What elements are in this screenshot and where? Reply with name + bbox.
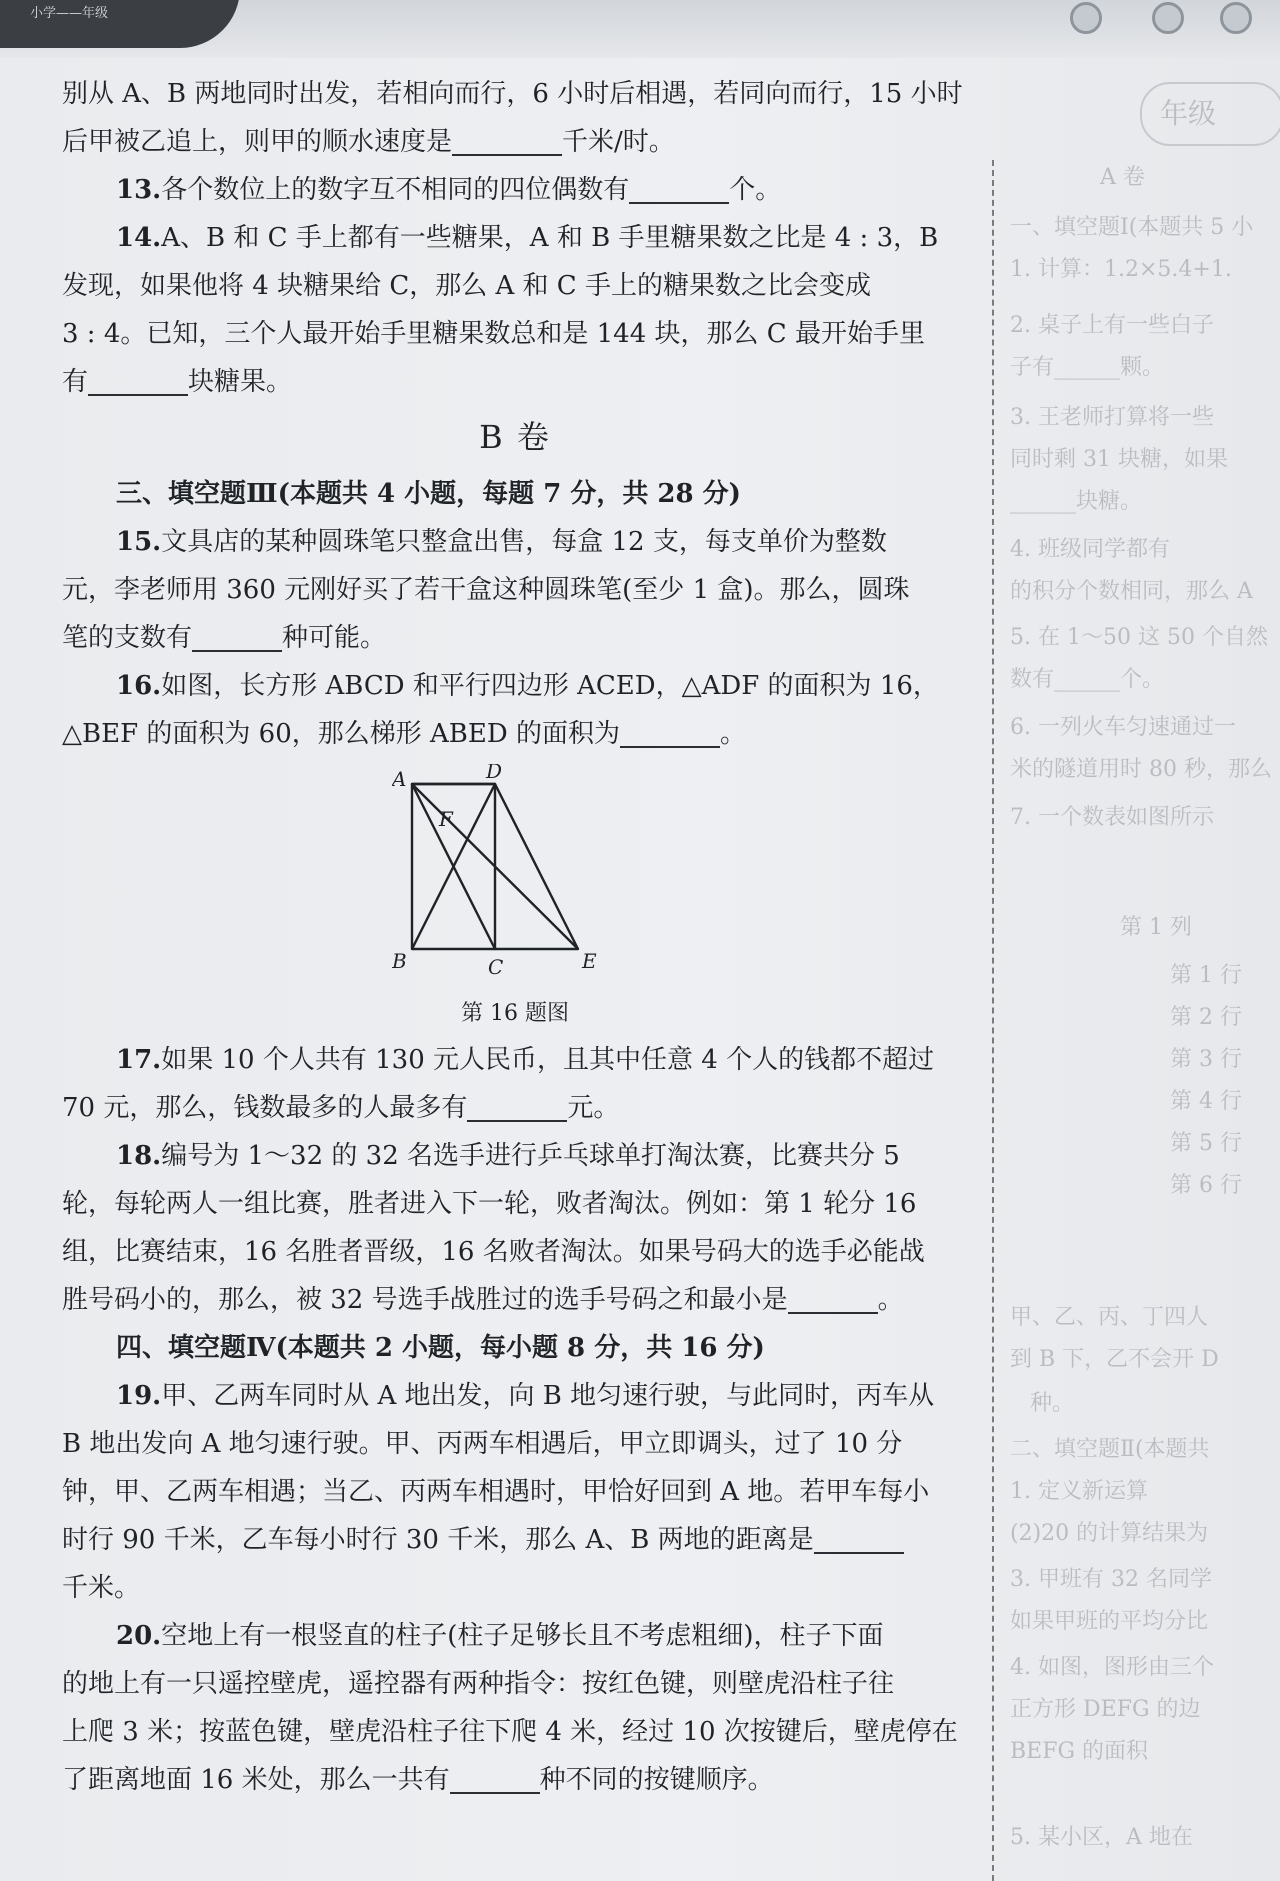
text-span: 。 — [719, 719, 746, 749]
side-text: 7. 一个数表如图所示 — [1010, 805, 1214, 830]
answer-blank[interactable] — [450, 1762, 540, 1794]
question-16 — [62, 662, 968, 710]
side-text: 6. 一列火车匀速通过一 — [1010, 715, 1236, 740]
text-span: 各个数位上的数字互不相同的四位偶数有 — [161, 175, 630, 205]
side-text: 同时剩 31 块糖，如果 — [1010, 447, 1228, 472]
text-span: 文具店的某种圆珠笔只整盒出售，每盒 12 支，每支单价为整数 — [161, 527, 887, 557]
side-text: 3. 甲班有 32 名同学 — [1010, 1567, 1212, 1592]
side-text: ______块糖。 — [1010, 489, 1143, 514]
answer-blank[interactable] — [788, 1282, 878, 1314]
side-text: 一、填空题Ⅰ(本题共 5 小 — [1010, 215, 1254, 240]
vertex-label: A — [392, 767, 407, 791]
side-text: 5. 某小区，A 地在 — [1010, 1825, 1193, 1850]
text-line: 上爬 3 米；按蓝色键，壁虎沿柱子往下爬 4 米，经过 10 次按键后，壁虎停在 — [62, 1717, 958, 1747]
text-line — [62, 710, 968, 758]
side-text: 正方形 DEFG 的边 — [1010, 1697, 1201, 1722]
side-text: 米的隧道用时 80 秒，那么 — [1010, 757, 1272, 782]
side-text: 甲、乙、丙、丁四人 — [1010, 1305, 1209, 1330]
facing-page-bleed-through — [1010, 60, 1280, 1881]
vertex-label: B — [392, 949, 407, 973]
text-line: 组，比赛结束，16 名胜者晋级，16 名败者淘汰。如果号码大的选手必能战 — [62, 1237, 925, 1267]
answer-blank[interactable] — [814, 1522, 904, 1554]
text-line: 元，李老师用 360 元刚好买了若干盒这种圆珠笔(至少 1 盒)。那么，圆珠 — [62, 575, 910, 605]
question-number: 17. — [116, 1045, 162, 1075]
question-number: 20. — [116, 1621, 162, 1651]
text-span: △BEF 的面积为 60，那么梯形 ABED 的面积为 — [62, 719, 620, 749]
side-text: 年级 — [1160, 97, 1217, 130]
question-17 — [62, 1036, 968, 1084]
side-text: 第 2 行 — [1170, 1005, 1242, 1030]
side-text: A 卷 — [1100, 165, 1145, 190]
text-span: 种可能。 — [282, 623, 387, 653]
side-text: 1. 定义新运算 — [1010, 1479, 1148, 1504]
question-18 — [62, 1132, 968, 1180]
answer-blank[interactable] — [192, 620, 282, 652]
text-line — [62, 118, 968, 166]
side-text: 3. 王老师打算将一些 — [1010, 405, 1214, 430]
side-text: 第 1 行 — [1170, 963, 1242, 988]
main-column — [62, 70, 968, 1804]
section-4-heading: 四、填空题Ⅳ(本题共 2 小题，每小题 8 分，共 16 分) — [116, 1333, 765, 1363]
text-span: 如果 10 个人共有 130 元人民币，且其中任意 4 个人的钱都不超过 — [161, 1045, 935, 1075]
answer-blank[interactable] — [629, 172, 729, 204]
text-line: B 地出发向 A 地匀速行驶。甲、丙两车相遇后，甲立即调头，过了 10 分 — [62, 1429, 903, 1459]
side-text: 5. 在 1～50 这 50 个自然 — [1010, 625, 1268, 650]
text-span: 后甲被乙追上，则甲的顺水速度是 — [62, 127, 453, 157]
figure-caption: 第 16 题图 — [461, 1001, 569, 1026]
side-text: 如果甲班的平均分比 — [1010, 1609, 1209, 1634]
side-text: 第 5 行 — [1170, 1131, 1242, 1156]
side-text: 4. 如图，图形由三个 — [1010, 1655, 1214, 1680]
text-span: 时行 90 千米，乙车每小时行 30 千米，那么 A、B 两地的距离是 — [62, 1525, 814, 1555]
text-span: 元。 — [567, 1093, 620, 1123]
text-span: 胜号码小的，那么，被 32 号选手战胜过的选手号码之和最小是 — [62, 1285, 788, 1315]
answer-blank[interactable] — [620, 716, 720, 748]
side-text: (2)20 的计算结果为 — [1010, 1521, 1209, 1546]
side-text: 到 B 下，乙不会开 D — [1010, 1347, 1219, 1372]
answer-blank[interactable] — [467, 1090, 567, 1122]
series-badge-text: 小学——年级 — [30, 6, 109, 21]
question-13 — [62, 166, 968, 214]
vertex-label: D — [486, 764, 503, 783]
text-span: 了距离地面 16 米处，那么一共有 — [62, 1765, 450, 1795]
side-text: 子有______颗。 — [1010, 355, 1165, 380]
text-span: 。 — [877, 1285, 904, 1315]
side-text: 二、填空题Ⅱ(本题共 — [1010, 1437, 1210, 1462]
vertex-label: F — [439, 807, 453, 831]
question-20 — [62, 1612, 968, 1660]
text-span: 千米/时。 — [562, 127, 675, 157]
text-span: 编号为 1～32 的 32 名选手进行乒乓球单打淘汰赛，比赛共分 5 — [161, 1141, 900, 1171]
text-span: A、B 和 C 手上都有一些糖果，A 和 B 手里糖果数之比是 4 : 3，B — [161, 223, 939, 253]
question-14 — [62, 214, 968, 262]
question-number: 19. — [116, 1381, 162, 1411]
text-span: 种不同的按键顺序。 — [539, 1765, 774, 1795]
side-text: 第 6 行 — [1170, 1173, 1242, 1198]
side-text: 种。 — [1030, 1391, 1075, 1416]
series-badge — [0, 0, 240, 48]
vertex-label: E — [582, 949, 597, 973]
fold-divider — [992, 160, 994, 1881]
vertex-label: C — [488, 955, 504, 979]
side-text: 数有______个。 — [1010, 667, 1165, 692]
text-line — [62, 1084, 968, 1132]
question-19 — [62, 1372, 968, 1420]
text-span: 个。 — [729, 175, 782, 205]
side-text: 1. 计算：1.2×5.4+1. — [1010, 257, 1232, 282]
section-b-title: B 卷 — [479, 418, 551, 456]
section-3-heading: 三、填空题Ⅲ(本题共 4 小题，每题 7 分，共 28 分) — [116, 479, 741, 509]
text-line — [62, 1276, 968, 1324]
text-line: 别从 A、B 两地同时出发，若相向而行，6 小时后相遇，若同向而行，15 小时 — [62, 79, 963, 109]
question-number: 16. — [116, 671, 162, 701]
side-text: BEFG 的面积 — [1010, 1739, 1149, 1764]
text-line: 钟，甲、乙两车相遇；当乙、丙两车相遇时，甲恰好回到 A 地。若甲车每小 — [62, 1477, 930, 1507]
side-text: 第 4 行 — [1170, 1089, 1242, 1114]
text-span: 如图，长方形 ABCD 和平行四边形 ACED，△ADF 的面积为 16， — [161, 671, 939, 701]
side-text: 第 3 行 — [1170, 1047, 1242, 1072]
tree-icon — [1070, 2, 1102, 34]
text-line: 轮，每轮两人一组比赛，胜者进入下一轮，败者淘汰。例如：第 1 轮分 16 — [62, 1189, 917, 1219]
text-line — [62, 1756, 968, 1804]
text-span: 空地上有一根竖直的柱子(柱子足够长且不考虑粗细)，柱子下面 — [161, 1621, 884, 1651]
text-line: 千米。 — [62, 1573, 141, 1603]
tree-icon — [1152, 2, 1184, 34]
tree-icon — [1220, 2, 1252, 34]
answer-blank[interactable] — [88, 364, 188, 396]
question-number: 14. — [116, 223, 162, 253]
text-span: 甲、乙两车同时从 A 地出发，向 B 地匀速行驶，与此同时，丙车从 — [161, 1381, 935, 1411]
text-line — [62, 1516, 968, 1564]
text-span: 70 元，那么，钱数最多的人最多有 — [62, 1093, 468, 1123]
text-line: 发现，如果他将 4 块糖果给 C，那么 A 和 C 手上的糖果数之比会变成 — [62, 271, 871, 301]
geometry-figure — [392, 764, 632, 996]
text-span: 有 — [62, 367, 89, 397]
text-span: 笔的支数有 — [62, 623, 193, 653]
text-line: 的地上有一只遥控壁虎，遥控器有两种指令：按红色键，则壁虎沿柱子往 — [62, 1669, 895, 1699]
text-line: 3 : 4。已知，三个人最开始手里糖果数总和是 144 块，那么 C 最开始手里 — [62, 319, 925, 349]
question-number: 18. — [116, 1141, 162, 1171]
side-text: 的积分个数相同，那么 A — [1010, 579, 1253, 604]
text-line — [62, 614, 968, 662]
answer-blank[interactable] — [452, 124, 562, 156]
side-text: 第 1 列 — [1120, 915, 1192, 940]
question-number: 15. — [116, 527, 162, 557]
text-line — [62, 358, 968, 406]
question-number: 13. — [116, 175, 162, 205]
question-15 — [62, 518, 968, 566]
text-span: 块糖果。 — [188, 367, 293, 397]
figure-16 — [62, 764, 968, 996]
side-text: 2. 桌子上有一些白子 — [1010, 313, 1214, 338]
side-text: 4. 班级同学都有 — [1010, 537, 1170, 562]
